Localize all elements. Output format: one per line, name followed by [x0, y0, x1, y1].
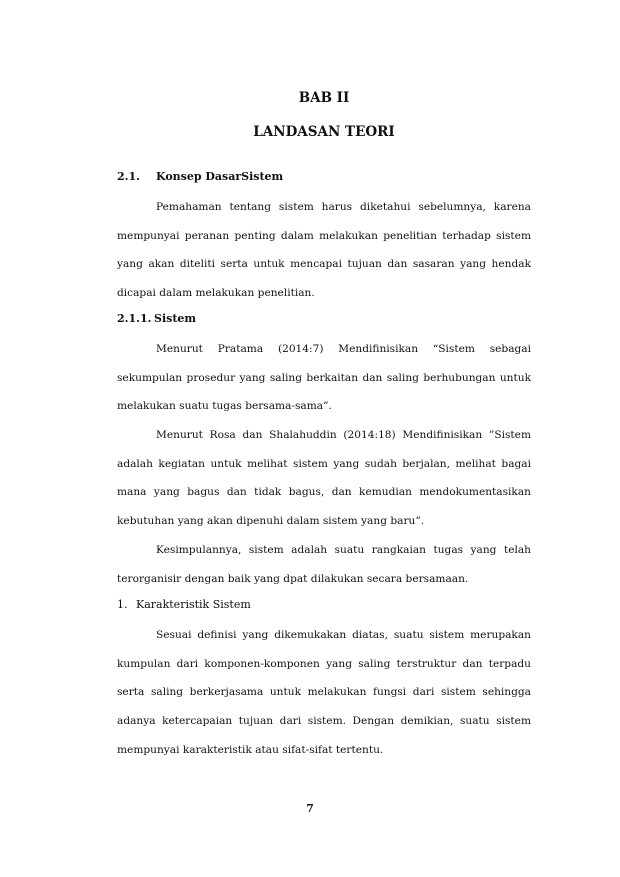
list-number: 1.: [117, 598, 128, 611]
subsection-title: Karakteristik Sistem: [136, 598, 251, 611]
chapter-title: LANDASAN TEORI: [253, 124, 395, 140]
section-number: 2.1.1.: [117, 312, 152, 325]
paragraph: Menurut Pratama (2014:7) Mendifinisikan “Sistem sebagai sekumpulan prosedur yang saling berkaitan dan saling berhubungan untuk melakukan suatu tugas bersama-sama”.: [117, 343, 531, 413]
section-heading-2-1: [117, 170, 283, 183]
chapter-heading: BAB II: [298, 90, 350, 106]
section-title: Konsep DasarSistem: [156, 170, 284, 183]
paragraph: Kesimpulannya, sistem adalah suatu rangkaian tugas yang telah terorganisir dengan baik yang dpat dilakukan secara bersamaan.: [117, 544, 531, 585]
section-number: 2.1.: [117, 170, 140, 183]
paragraph: Menurut Rosa dan Shalahuddin (2014:18) Mendifinisikan ”Sistem adalah kegiatan untuk melihat sistem yang sudah berjalan, melihat bagai mana yang bagus dan tidak bagus, dan kemudian mendokumentasikan kebutuhan yang akan dipenuhi dalam sistem yang baru”.: [117, 429, 531, 528]
section-heading-2-1-1: [117, 312, 196, 325]
paragraph: Pemahaman tentang sistem harus diketahui sebelumnya, karena mempunyai peranan penting dalam melakukan penelitian terhadap sistem yang akan diteliti serta untuk mencapai tujuan dan sasaran yang hendak dicapai dalam melakukan penelitian.: [117, 201, 531, 300]
page-number: 7: [306, 802, 314, 815]
section-title: Sistem: [154, 312, 197, 325]
subsection-heading-karakteristik: [117, 598, 251, 611]
paragraph: Sesuai definisi yang dikemukakan diatas, suatu sistem merupakan kumpulan dari komponen-komponen yang saling terstruktur dan terpadu serta saling berkerjasama untuk melakukan fungsi dari sistem sehingga adanya ketercapaian tujuan dari sistem. Dengan demikian, suatu sistem mempunyai karakteristik atau sifat-sifat tertentu.: [117, 629, 531, 756]
